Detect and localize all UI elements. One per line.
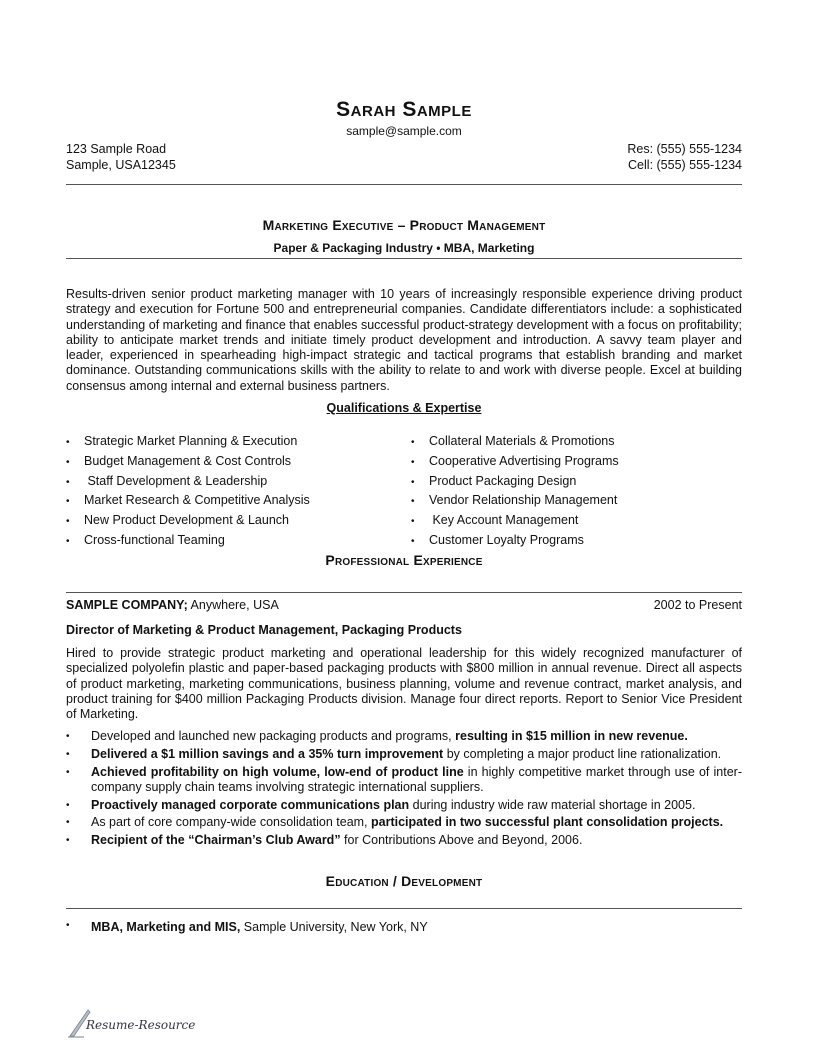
company-name: SAMPLE COMPANY; [66, 598, 188, 612]
headline-subtitle: Paper & Packaging Industry • MBA, Marketing [273, 241, 535, 255]
list-item: • Recipient of the “Chairman’s Club Award” for Contributions Above and Beyond, 2006. [66, 833, 583, 848]
list-item: • Cooperative Advertising Programs [411, 453, 619, 468]
phone-res: Res: (555) 555-1234 [627, 142, 742, 156]
qualifications-title: Qualifications & Expertise [326, 401, 482, 415]
list-item: • Market Research & Competitive Analysis [66, 493, 310, 508]
qualifications-right-list [411, 432, 619, 551]
achievements-list [66, 729, 742, 851]
education-divider [66, 908, 742, 909]
school: Sample University, New York, NY [240, 920, 428, 934]
candidate-email: sample@sample.com [346, 124, 462, 138]
job-description: Hired to provide strategic product marketing and operational leadership for this widely recognized manufacturer of specialized polyolefin plastic and paper-based packaging products with $800 million in annual revenue. Direct all aspects of product marketing, marketing communications, business planning, volume and revenue contract, market analysis, and product training for $400 million Packaging Products division. Manage four direct reports. Report to Senior Vice President of Marketing. [66, 646, 742, 722]
headline-title: Marketing Executive – Product Management [262, 217, 546, 233]
list-item: • MBA, Marketing and MIS, Sample University, New York, NY [66, 920, 428, 934]
list-item: • Staff Development & Leadership [66, 473, 268, 488]
address-line-1: 123 Sample Road [66, 142, 167, 156]
list-item: • Strategic Market Planning & Execution [66, 434, 298, 448]
address-block [66, 141, 176, 173]
company-location: Anywhere, USA [187, 598, 279, 612]
list-item: • Key Account Management [411, 513, 579, 528]
phone-cell: Cell: (555) 555-1234 [628, 158, 742, 172]
employment-dates: 2002 to Present [653, 598, 742, 612]
list-item: • Achieved profitability on high volume, low-end of product line in highly competitive market through use of inter-company supply chain teams involving strategic international suppliers. [66, 764, 743, 794]
list-item: • Collateral Materials & Promotions [411, 434, 615, 448]
list-item: • Proactively managed corporate communications plan during industry wide raw material shortage in 2005. [66, 797, 696, 812]
list-item: • Customer Loyalty Programs [411, 532, 584, 547]
qualifications-left-list [66, 432, 310, 551]
company-line [66, 598, 742, 612]
experience-divider [66, 592, 742, 593]
list-item: • Cross-functional Teaming [66, 532, 225, 547]
list-item: • Vendor Relationship Management [411, 493, 618, 508]
list-item: • As part of core company-wide consolidation team, participated in two successful plant consolidation projects. [66, 815, 724, 830]
candidate-name: Sarah Sample [336, 98, 472, 121]
list-item: • Budget Management & Cost Controls [66, 453, 292, 468]
education-list [66, 920, 742, 934]
list-item: • Product Packaging Design [411, 473, 577, 488]
logo-text: Resume-Resource [86, 1018, 196, 1032]
degree: MBA, Marketing and MIS, [91, 920, 241, 934]
headline-divider [66, 258, 742, 259]
header-divider [66, 184, 742, 185]
address-line-2: Sample, USA12345 [66, 158, 176, 172]
list-item: • Developed and launched new packaging products and programs, resulting in $15 million in new revenue. [66, 729, 688, 743]
phone-block [627, 141, 742, 173]
job-title: Director of Marketing & Product Management, Packaging Products [66, 623, 462, 637]
list-item: • Delivered a $1 million savings and a 35% turn improvement by completing a major product line rationalization. [66, 746, 722, 761]
experience-section-title: Professional Experience [325, 552, 483, 568]
list-item: • New Product Development & Launch [66, 513, 289, 528]
education-section-title: Education / Development [325, 873, 483, 889]
professional-summary: Results-driven senior product marketing manager with 10 years of increasingly responsible experience driving product strategy and execution for Fortune 500 and entrepreneurial companies. Candidate differentiators include: a sophisticated understanding of marketing and finance that enables successful product-strategy development with a focus on profitability; ability to anticipate market trends and initiate timely product development and introduction. A savvy team player and leader, experienced in spearheading high-impact strategic and tactical programs that establish branding and market dominance. Outstanding communications skills with the ability to relate to and work with diverse people. Excel at building consensus among internal and external business partners. [66, 287, 742, 393]
